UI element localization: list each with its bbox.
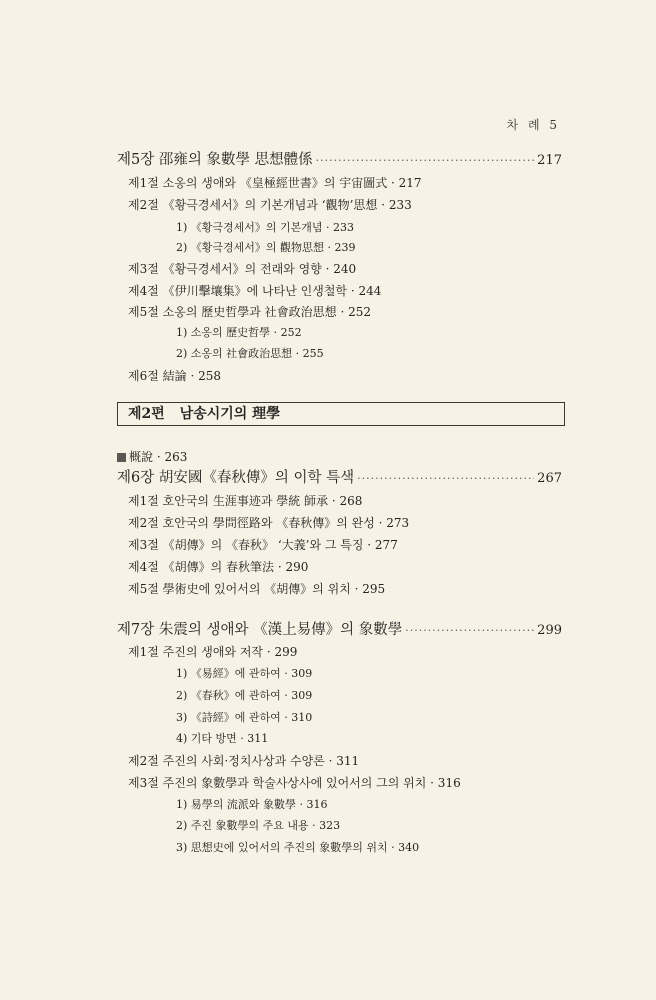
part-heading-box[interactable] [117,402,565,426]
toc-chapter-6[interactable] [117,469,562,488]
toc-subsection[interactable]: 3) 思想史에 있어서의 주진의 象數學의 위치 · 340 [176,841,420,854]
toc-section[interactable]: 제1절 주진의 생애와 저작 · 299 [128,645,298,659]
toc-subsection[interactable]: 1) 易學의 流派와 象數學 · 316 [176,798,328,811]
chapter-title: 제6장 胡安國《春秋傳》의 이학 특색 [117,470,355,486]
toc-chapter-5[interactable] [117,151,562,170]
toc-section[interactable]: 제1절 소옹의 생애와 《皇極經世書》의 宇宙圖式 · 217 [128,176,422,190]
toc-section[interactable]: 제4절 《伊川擊壤集》에 나타난 인생철학 · 244 [128,284,382,298]
toc-subsection[interactable]: 2) 소옹의 社會政治思想 · 255 [176,347,324,360]
toc-subsection[interactable]: 2) 《황극경세서》의 觀物思想 · 239 [176,241,356,254]
toc-section[interactable]: 제3절 《황극경세서》의 전래와 영향 · 240 [128,262,357,276]
toc-subsection[interactable]: 1) 소옹의 歷史哲學 · 252 [176,326,302,339]
toc-section[interactable]: 제5절 學術史에 있어서의 《胡傳》의 위치 · 295 [128,582,386,596]
toc-subsection[interactable]: 2) 《春秋》에 관하여 · 309 [176,689,313,702]
page-header: 차 례 5 [506,118,560,132]
toc-section[interactable]: 제2절 호안국의 學問徑路와 《春秋傳》의 완성 · 273 [128,516,410,530]
toc-chapter-7[interactable] [117,621,562,640]
chapter-page: 267 [537,471,562,486]
chapter-title: 제7장 朱震의 생애와 《漢上易傳》의 象數學 [117,622,403,638]
toc-overview[interactable] [117,449,187,465]
overview-label: 概說 · 263 [129,450,188,464]
part-title: 남송시기의 理學 [179,406,281,422]
dot-leader [357,470,534,488]
toc-section[interactable]: 제2절 《황극경세서》의 기본개념과 ‘觀物’思想 · 233 [128,198,412,212]
toc-subsection[interactable]: 3) 《詩經》에 관하여 · 310 [176,711,313,724]
toc-section[interactable]: 제6절 結論 · 258 [128,369,221,383]
toc-section[interactable]: 제2절 주진의 사회·정치사상과 수양론 · 311 [128,754,360,768]
toc-subsection[interactable]: 1) 《易經》에 관하여 · 309 [176,667,313,680]
chapter-title: 제5장 邵雍의 象數學 思想體係 [117,152,313,168]
dot-leader [316,152,535,170]
toc-subsection[interactable]: 2) 주진 象數學의 주요 내용 · 323 [176,819,341,832]
toc-section[interactable]: 제5절 소옹의 歷史哲學과 社會政治思想 · 252 [128,305,371,319]
toc-section[interactable]: 제3절 《胡傳》의 《春秋》 ‘大義’와 그 특징 · 277 [128,538,398,552]
toc-subsection[interactable]: 1) 《황극경세서》의 기본개념 · 233 [176,221,355,234]
chapter-page: 217 [537,153,562,168]
toc-subsection[interactable]: 4) 기타 방면 · 311 [176,732,269,745]
chapter-page: 299 [537,623,562,638]
toc-section[interactable]: 제4절 《胡傳》의 春秋筆法 · 290 [128,560,309,574]
toc-section[interactable]: 제1절 호안국의 生涯事迹과 學統 師承 · 268 [128,494,363,508]
dot-leader [405,622,534,640]
toc-section[interactable]: 제3절 주진의 象數學과 학술사상사에 있어서의 그의 위치 · 316 [128,776,461,790]
part-number: 제2편 [128,406,165,422]
square-bullet-icon [117,453,126,462]
